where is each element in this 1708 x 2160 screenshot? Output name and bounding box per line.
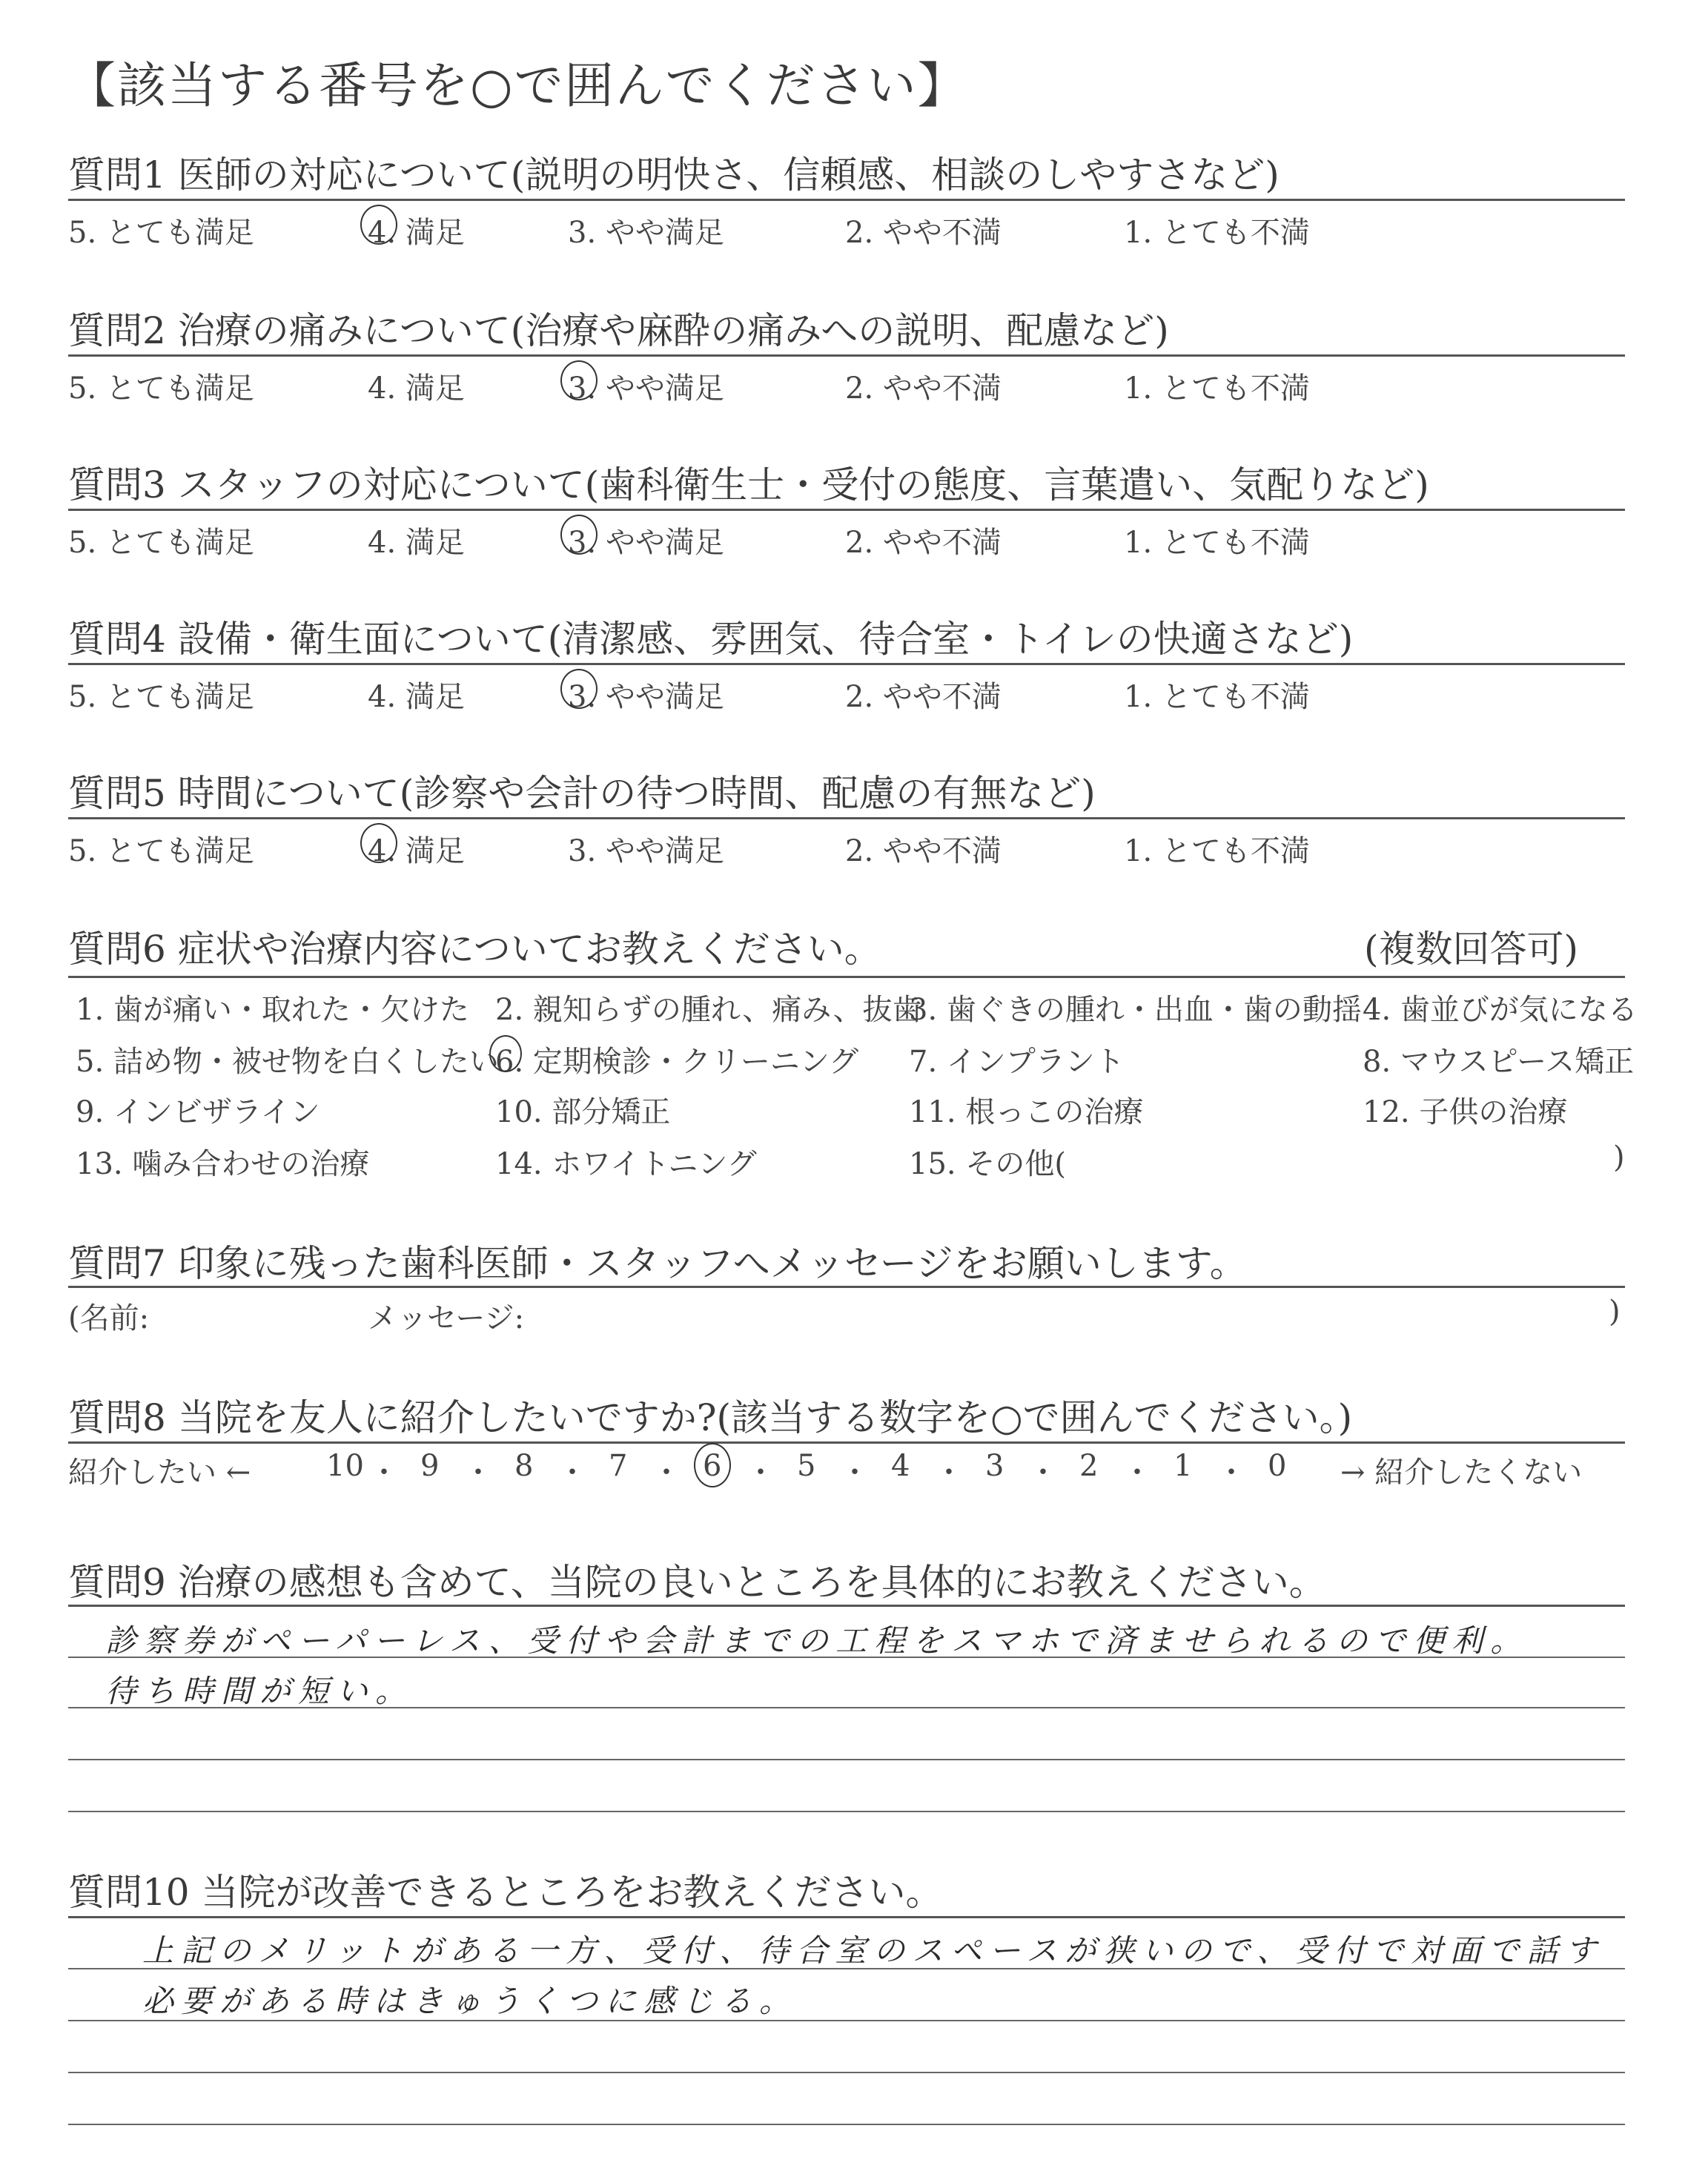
q2-option-5[interactable]: 5. とても満足 (68, 371, 254, 406)
q3-option-1[interactable]: 1. とても不満 (1124, 526, 1310, 560)
q6-option-12[interactable]: 12. 子供の治療 (1363, 1095, 1568, 1129)
q2-option-2[interactable]: 2. やや不満 (845, 371, 1002, 406)
q10-title: 質問10 当院が改善できるところをお教えください。 (68, 1871, 943, 1914)
q5-rule (68, 817, 1625, 819)
q3-title: 質問3 スタッフの対応について(歯科衛生士・受付の態度、言葉遣い、気配りなど) (68, 463, 1429, 506)
q5-option-5[interactable]: 5. とても満足 (68, 834, 254, 868)
q7-name-label: (名前: (68, 1301, 150, 1335)
q8-scale-2[interactable]: 2 (1079, 1449, 1099, 1483)
q8-scale-separator: ・ (934, 1456, 964, 1490)
q3-option-5[interactable]: 5. とても満足 (68, 526, 254, 560)
q6-option-14[interactable]: 14. ホワイトニング (495, 1147, 757, 1181)
q4-option-3[interactable]: 3. やや満足 (568, 680, 724, 714)
q8-scale-separator: ・ (1028, 1456, 1058, 1490)
q6-option-4[interactable]: 4. 歯並びが気になる (1363, 993, 1638, 1027)
q3-option-3[interactable]: 3. やや満足 (568, 526, 724, 560)
q8-scale-separator: ・ (557, 1456, 587, 1490)
q8-scale-4[interactable]: 4 (891, 1449, 910, 1483)
q2-option-3[interactable]: 3. やや満足 (568, 371, 724, 406)
q10-line-5 (68, 2124, 1625, 2125)
q3-option-2[interactable]: 2. やや不満 (845, 526, 1002, 560)
q6-selected-circle (489, 1035, 522, 1072)
q1-rule (68, 199, 1625, 201)
q8-scale-separator: ・ (840, 1456, 870, 1490)
q9-line-4 (68, 1759, 1625, 1760)
q8-right-label: → 紹介したくない (1340, 1456, 1583, 1490)
q2-rule (68, 354, 1625, 357)
q7-close-paren: ) (1609, 1295, 1621, 1329)
q1-option-1[interactable]: 1. とても不満 (1124, 216, 1310, 250)
q6-option-10[interactable]: 10. 部分矯正 (495, 1095, 671, 1129)
q8-scale-separator: ・ (1217, 1456, 1246, 1490)
q4-title: 質問4 設備・衛生面について(清潔感、雰囲気、待合室・トイレの快適さなど) (68, 618, 1354, 661)
q2-option-1[interactable]: 1. とても不満 (1124, 371, 1310, 406)
q6-option-2[interactable]: 2. 親知らずの腫れ、痛み、抜歯 (495, 993, 922, 1027)
q7-message-label: メッセージ: (368, 1301, 525, 1335)
q8-scale-5[interactable]: 5 (797, 1449, 816, 1483)
q9-rule (68, 1605, 1625, 1607)
q4-option-1[interactable]: 1. とても不満 (1124, 680, 1310, 714)
q8-scale-separator: ・ (1122, 1456, 1152, 1490)
q6-option-8[interactable]: 8. マウスピース矯正 (1363, 1045, 1635, 1079)
q8-title: 質問8 当院を友人に紹介したいですか?(該当する数字を○で囲んでください。) (68, 1396, 1353, 1439)
q8-scale-separator: ・ (369, 1456, 399, 1490)
q3-selected-circle (560, 515, 598, 555)
q6-option-15[interactable]: 15. その他( (909, 1147, 1066, 1181)
q4-option-5[interactable]: 5. とても満足 (68, 680, 254, 714)
q6-option-7[interactable]: 7. インプラント (909, 1045, 1125, 1079)
q10-line-4 (68, 2072, 1625, 2073)
q5-option-3[interactable]: 3. やや満足 (568, 834, 724, 868)
q6-option-3[interactable]: 3. 歯ぐきの腫れ・出血・歯の動揺 (909, 993, 1362, 1027)
q2-title: 質問2 治療の痛みについて(治療や麻酔の痛みへの説明、配慮など) (68, 309, 1169, 352)
q6-note: (複数回答可) (1364, 928, 1579, 971)
q4-option-2[interactable]: 2. やや不満 (845, 680, 1002, 714)
q8-scale-9[interactable]: 9 (420, 1449, 440, 1483)
q1-option-4[interactable]: 4. 満足 (368, 216, 465, 250)
q6-option-9[interactable]: 9. インビザライン (76, 1095, 320, 1129)
q10-answer-line-2: 必要がある時はきゅうくつに感じる。 (142, 1983, 798, 2019)
q6-option-5[interactable]: 5. 詰め物・被せ物を白くしたい (76, 1045, 499, 1079)
q8-left-label: 紹介したい ← (68, 1456, 251, 1490)
q1-title: 質問1 医師の対応について(説明の明快さ、信頼感、相談のしやすさなど) (68, 153, 1280, 196)
q4-selected-circle (560, 669, 598, 709)
q1-option-3[interactable]: 3. やや満足 (568, 216, 724, 250)
q5-option-1[interactable]: 1. とても不満 (1124, 834, 1310, 868)
q9-answer-line-2: 待ち時間が短い。 (105, 1673, 414, 1709)
q5-title: 質問5 時間について(診察や会計の待つ時間、配慮の有無など) (68, 772, 1096, 815)
q8-scale-separator: ・ (652, 1456, 681, 1490)
q5-option-4[interactable]: 4. 満足 (368, 834, 465, 868)
q6-option-13[interactable]: 13. 噛み合わせの治療 (76, 1147, 370, 1181)
q6-other-close-paren: ) (1613, 1140, 1625, 1175)
page-title: 【該当する番号を○で囲んでください】 (67, 57, 968, 114)
q7-title: 質問7 印象に残った歯科医師・スタッフへメッセージをお願いします。 (68, 1242, 1247, 1285)
q9-answer-line-1: 診察券がペーパーレス、受付や会計までの工程をスマホで済ませられるので便利。 (105, 1622, 1529, 1659)
q4-rule (68, 663, 1625, 665)
q1-option-5[interactable]: 5. とても満足 (68, 216, 254, 250)
q8-scale-6[interactable]: 6 (703, 1449, 722, 1483)
q6-option-11[interactable]: 11. 根っこの治療 (909, 1095, 1144, 1129)
q5-selected-circle (360, 823, 397, 863)
q2-option-4[interactable]: 4. 満足 (368, 371, 465, 406)
q1-option-2[interactable]: 2. やや不満 (845, 216, 1002, 250)
q8-scale-0[interactable]: 0 (1268, 1449, 1287, 1483)
q4-option-4[interactable]: 4. 満足 (368, 680, 465, 714)
q6-option-6[interactable]: 6. 定期検診・クリーニング (495, 1045, 859, 1079)
q8-scale-3[interactable]: 3 (985, 1449, 1004, 1483)
q9-line-5 (68, 1811, 1625, 1812)
q9-title: 質問9 治療の感想も含めて、当院の良いところを具体的にお教えください。 (68, 1561, 1326, 1604)
q3-rule (68, 509, 1625, 511)
q2-selected-circle (560, 360, 598, 400)
q8-scale-separator: ・ (746, 1456, 775, 1490)
q3-option-4[interactable]: 4. 満足 (368, 526, 465, 560)
q8-selected-circle (694, 1443, 731, 1487)
q8-scale-7[interactable]: 7 (609, 1449, 628, 1483)
q7-rule (68, 1286, 1625, 1288)
q6-title: 質問6 症状や治療内容についてお教えください。 (68, 928, 881, 971)
q10-answer-line-1: 上記のメリットがある一方、受付、待合室のスペースが狭いので、受付で対面で話す (142, 1932, 1604, 1969)
q6-rule (68, 976, 1625, 978)
q8-rule (68, 1441, 1625, 1444)
q1-selected-circle (360, 205, 397, 245)
q8-scale-8[interactable]: 8 (514, 1449, 534, 1483)
q8-scale-separator: ・ (463, 1456, 493, 1490)
q8-scale-1[interactable]: 1 (1174, 1449, 1193, 1483)
q5-option-2[interactable]: 2. やや不満 (845, 834, 1002, 868)
q10-rule (68, 1916, 1625, 1918)
q6-option-1[interactable]: 1. 歯が痛い・取れた・欠けた (76, 993, 469, 1027)
q8-scale-10[interactable]: 10 (326, 1449, 364, 1483)
